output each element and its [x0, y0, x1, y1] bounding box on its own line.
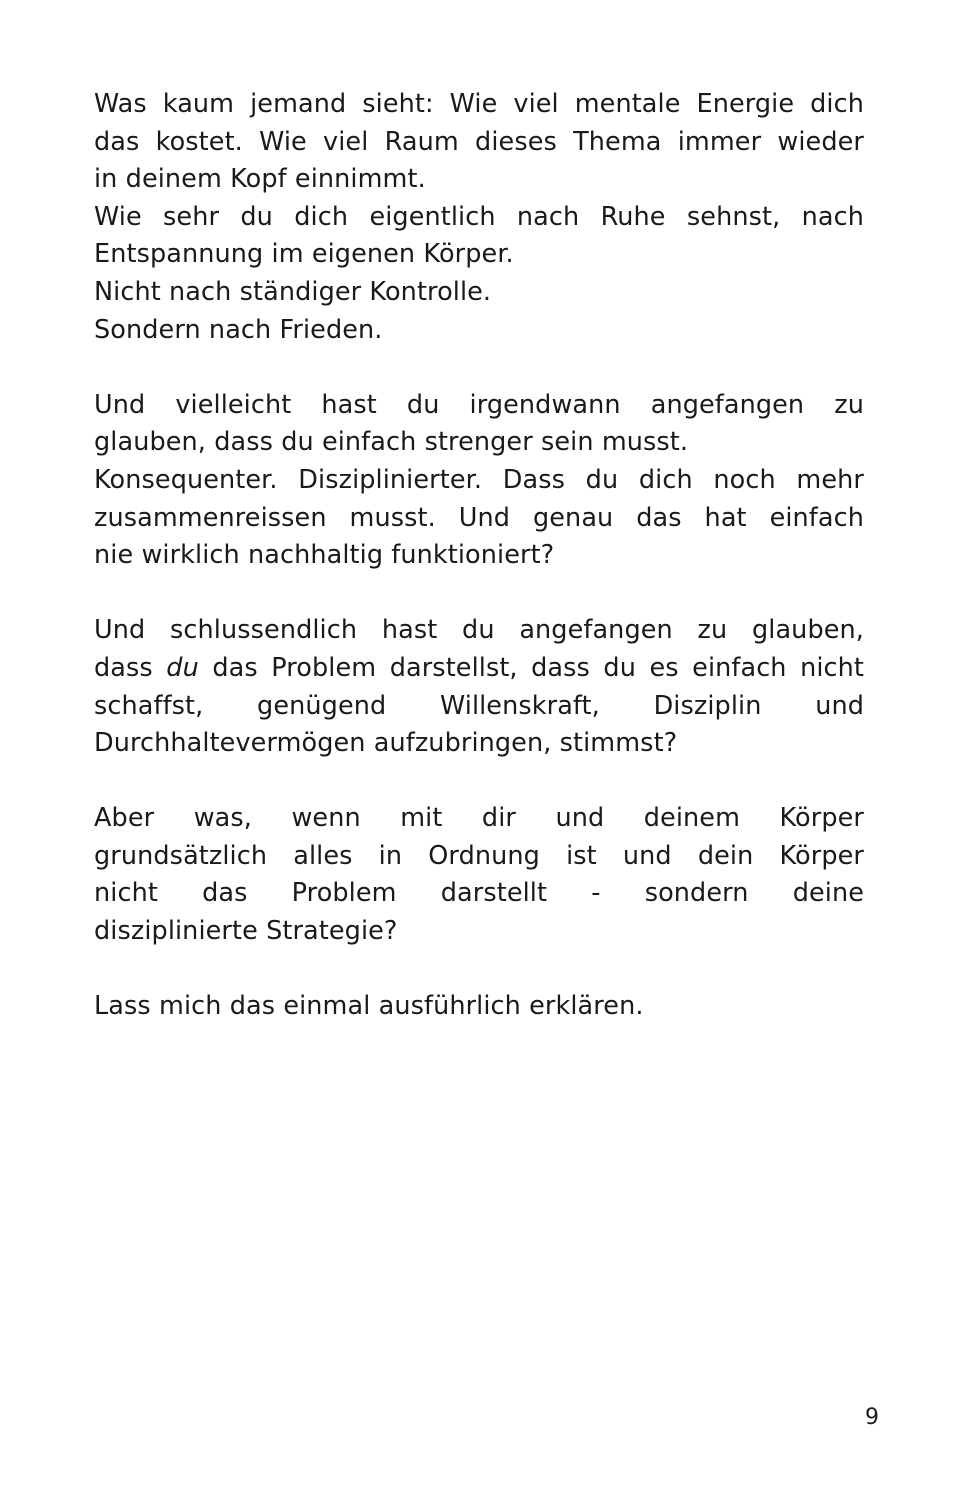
text-line: schaffst, genügend Willenskraft, Disziplin und — [94, 690, 864, 721]
text-line: Und schlussendlich hast du angefangen zu glauben, — [94, 615, 864, 646]
text-line: Konsequenter. Disziplinierter. Dass du dich noch mehr — [94, 464, 864, 495]
text-line: disziplinierte Strategie? — [94, 916, 398, 947]
paragraph-3 — [94, 612, 864, 762]
text-line: nicht das Problem darstellt - sondern deine — [94, 878, 864, 909]
page-number: 9 — [865, 1405, 879, 1430]
paragraph-4 — [94, 800, 864, 950]
text-line: Und vielleicht hast du irgendwann angefangen zu — [94, 389, 864, 420]
text-line: Durchhaltevermögen aufzubringen, stimmst? — [94, 728, 678, 759]
text-segment: das Problem darstellst, dass du es einfach nicht — [198, 652, 864, 683]
text-line: Aber was, wenn mit dir und deinem Körper — [94, 803, 864, 834]
paragraph-1 — [94, 86, 864, 349]
text-line: Sondern nach Frieden. — [94, 314, 383, 345]
text-line: grundsätzlich alles in Ordnung ist und dein Körper — [94, 840, 864, 871]
paragraph-5 — [94, 988, 864, 1026]
text-line: Entspannung im eigenen Körper. — [94, 239, 514, 270]
text-line: zusammenreissen musst. Und genau das hat einfach — [94, 502, 864, 533]
text-line: nie wirklich nachhaltig funktioniert? — [94, 540, 555, 571]
emphasis-text: du — [166, 652, 199, 683]
text-line: Wie sehr du dich eigentlich nach Ruhe sehnst, nach — [94, 201, 864, 232]
text-line — [94, 650, 864, 688]
paragraph-2 — [94, 387, 864, 575]
text-line: Was kaum jemand sieht: Wie viel mentale Energie dich — [94, 89, 864, 119]
text-line: Lass mich das einmal ausführlich erklären. — [94, 991, 644, 1022]
page-body — [94, 86, 864, 1063]
text-line: in deinem Kopf einnimmt. — [94, 164, 426, 195]
text-line: glauben, dass du einfach strenger sein musst. — [94, 427, 689, 458]
text-line: Nicht nach ständiger Kontrolle. — [94, 276, 492, 307]
text-line: das kostet. Wie viel Raum dieses Thema immer wieder — [94, 126, 864, 157]
text-segment: dass — [94, 652, 167, 683]
